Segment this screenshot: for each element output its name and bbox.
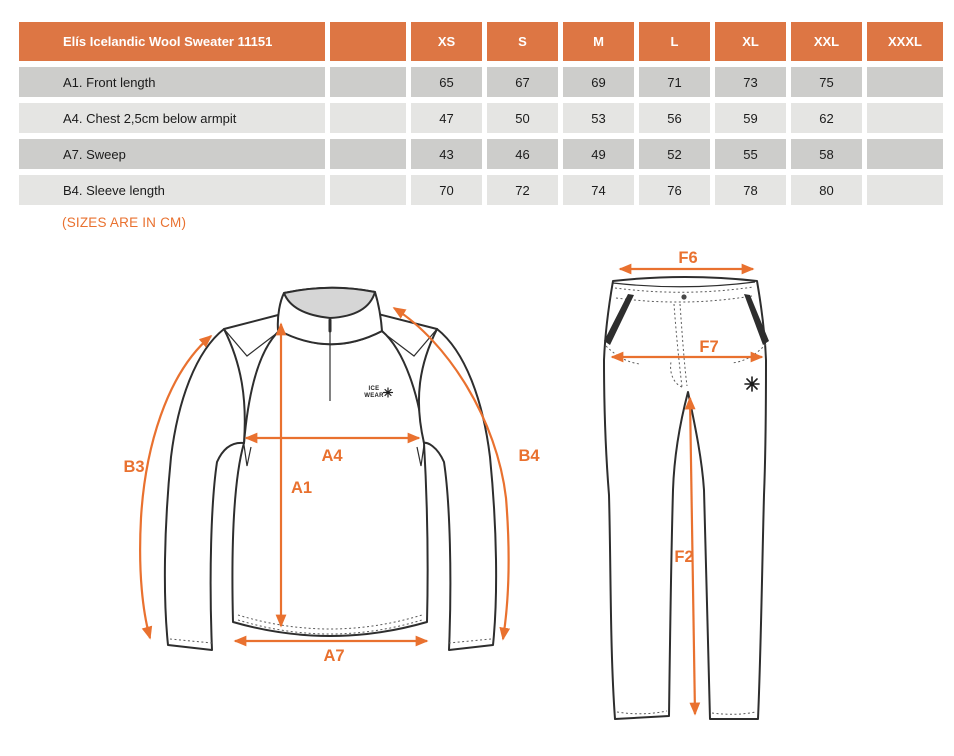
snowflake-icon [384,388,393,397]
value-cell: 47 [411,103,482,133]
value-cell: 53 [563,103,634,133]
value-cell: 72 [487,175,558,205]
col-header-m: M [563,22,634,61]
value-cell: 65 [411,67,482,97]
brand-logo-text: ICE [368,386,380,392]
value-cell: 71 [639,67,710,97]
label-b4: B4 [518,447,540,465]
waist-button [681,294,686,299]
value-cell: 52 [639,139,710,169]
value-cell: 56 [639,103,710,133]
value-cell: 67 [487,67,558,97]
row-label: A7. Sweep [19,139,325,169]
value-cell: 62 [791,103,862,133]
label-b3: B3 [123,458,145,476]
value-cell: 69 [563,67,634,97]
value-cell: 43 [411,139,482,169]
value-cell: 58 [791,139,862,169]
label-f7: F7 [699,338,719,356]
value-cell: 80 [791,175,862,205]
col-header-xxl: XXL [791,22,862,61]
col-header-xs: XS [411,22,482,61]
label-a4: A4 [321,447,343,465]
row-label: B4. Sleeve length [19,175,325,205]
pants-outline [604,277,766,719]
snowflake-icon [745,377,759,391]
label-f2: F2 [674,548,694,566]
table-title: Elís Icelandic Wool Sweater 11151 [19,22,325,61]
value-cell: 70 [411,175,482,205]
label-a7: A7 [323,647,345,665]
units-note: (SIZES ARE IN CM) [62,215,187,230]
sweater-drawing [123,288,540,665]
sweater-right-sleeve [419,329,496,650]
pants-drawing [604,249,769,719]
value-cell: 73 [715,67,786,97]
value-cell: 74 [563,175,634,205]
value-cell: 76 [639,175,710,205]
value-cell: 78 [715,175,786,205]
col-header-s: S [487,22,558,61]
col-header-l: L [639,22,710,61]
value-cell: 50 [487,103,558,133]
row-label: A4. Chest 2,5cm below armpit [19,103,325,133]
col-header-xl: XL [715,22,786,61]
value-cell: 55 [715,139,786,169]
value-cell: 75 [791,67,862,97]
label-a1: A1 [291,479,313,497]
value-cell: 49 [563,139,634,169]
left-shoulder-seam [224,314,282,329]
brand-logo-text: WEAR [364,393,384,399]
row-label: A1. Front length [19,67,325,97]
col-header-xxxl: XXXL [867,22,943,61]
value-cell: 59 [715,103,786,133]
value-cell: 46 [487,139,558,169]
label-f6: F6 [678,249,698,267]
